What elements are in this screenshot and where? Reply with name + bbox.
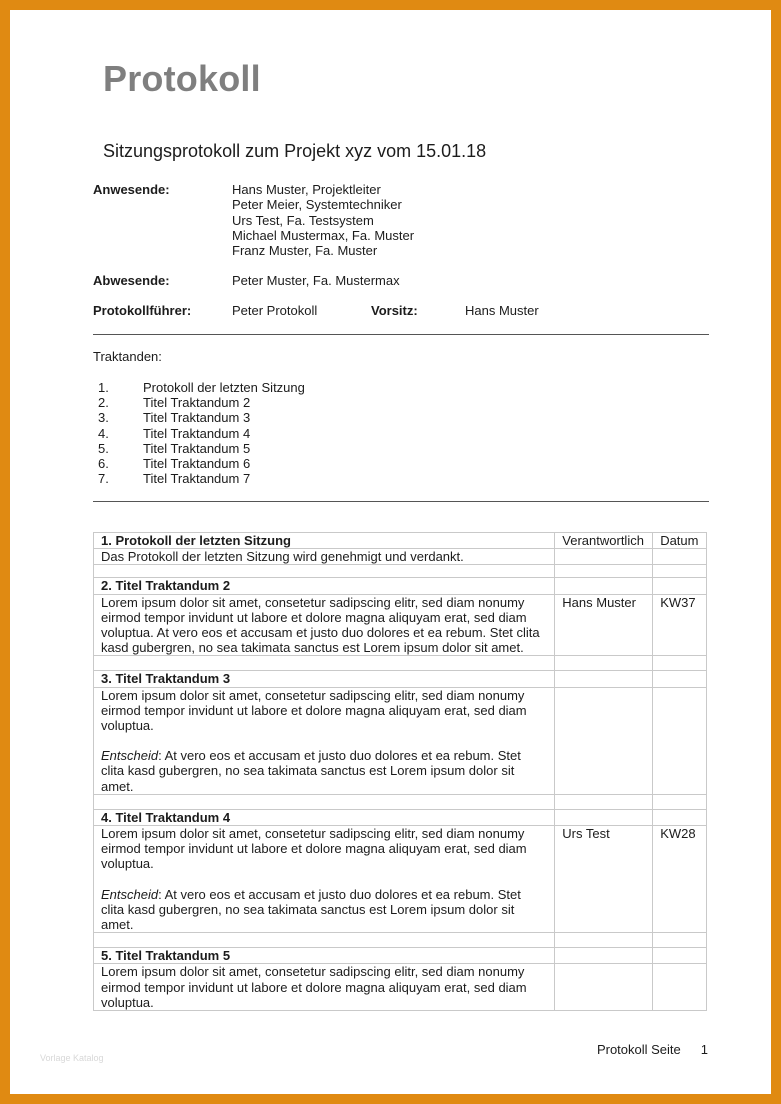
- agenda-item-number: 1.: [98, 380, 109, 395]
- agenda-item-number: 2.: [98, 395, 109, 411]
- page-subtitle: Sitzungsprotokoll zum Projekt xyz vom 15.01.18: [103, 141, 487, 161]
- table-cell: [653, 549, 707, 565]
- table-row: [94, 948, 707, 964]
- table-cell: [555, 565, 653, 578]
- decision-label: Entscheid: [101, 886, 159, 902]
- minutes-table: [93, 532, 707, 1011]
- page-title: Protokoll: [103, 58, 261, 99]
- table-row: [94, 933, 707, 948]
- table-cell: [653, 794, 707, 809]
- absentees-label: Abwesende:: [93, 273, 170, 288]
- agenda-item: [98, 426, 305, 441]
- footer-label: Protokoll Seite: [596, 1042, 681, 1057]
- agenda-item-number: 6.: [98, 456, 109, 472]
- agenda-item: [98, 456, 305, 471]
- agenda-item-number: 5.: [98, 440, 109, 456]
- table-row: [94, 533, 707, 549]
- attendee: Urs Test, Fa. Testsystem: [232, 212, 374, 228]
- attendees-list: [232, 182, 414, 258]
- section-text: Lorem ipsum dolor sit amet, consetetur sadipscing elitr, sed diam nonumy eirmod tempor invidunt ut labore et dolore magna aliquyam erat, sed diam voluptua.: [94, 964, 555, 1011]
- agenda-list: [98, 380, 305, 486]
- table-cell: [555, 656, 653, 671]
- agenda-item: [98, 410, 305, 425]
- section-heading: 1. Protokoll der letzten Sitzung: [94, 533, 555, 549]
- section-text: Lorem ipsum dolor sit amet, consetetur sadipscing elitr, sed diam nonumy eirmod tempor invidunt ut labore et dolore magna aliquyam erat, sed diam voluptua.: [101, 826, 527, 872]
- decision-body: : At vero eos et accusam et justo duo dolores et ea rebum. Stet clita kasd gubergren, no sea takimata sanctus est Lorem ipsum dolor sit amet.: [101, 748, 521, 794]
- absentees-value: Peter Muster, Fa. Mustermax: [232, 273, 400, 288]
- agenda-item-text: Protokoll der letzten Sitzung: [143, 380, 305, 395]
- table-cell: [555, 933, 653, 948]
- page-footer: [597, 1042, 708, 1057]
- table-cell: [555, 671, 653, 687]
- table-cell: [555, 948, 653, 964]
- table-row: [94, 565, 707, 578]
- agenda-item-number: 4.: [98, 425, 109, 441]
- attendee: Michael Mustermax, Fa. Muster: [232, 227, 415, 243]
- table-cell: [94, 933, 555, 948]
- section-heading: 3. Titel Traktandum 3: [94, 671, 555, 687]
- section-heading: 2. Titel Traktandum 2: [94, 578, 555, 594]
- table-cell: [555, 549, 653, 565]
- section-text: Lorem ipsum dolor sit amet, consetetur sadipscing elitr, sed diam nonumy eirmod tempor invidunt ut labore et dolore magna aliquyam erat, sed diam voluptua. At vero eos et accusam et justo duo dolores et ea rebum. Stet clita kasd gubergren, no sea takimata sanctus est Lorem ipsum dolor sit amet.: [94, 594, 555, 656]
- table-cell: [653, 948, 707, 964]
- table-row: [94, 826, 707, 933]
- divider: [93, 334, 709, 335]
- date-cell: KW28: [653, 826, 707, 933]
- agenda-item-text: Titel Traktandum 3: [143, 410, 251, 426]
- divider: [93, 501, 709, 502]
- table-row: [94, 671, 707, 687]
- table-cell: [653, 809, 707, 825]
- attendee: Hans Muster, Projektleiter: [232, 182, 381, 197]
- agenda-label: Traktanden:: [93, 349, 162, 364]
- table-row: [94, 687, 707, 794]
- table-cell: [555, 794, 653, 809]
- agenda-item-text: Titel Traktandum 6: [143, 456, 251, 472]
- section-body: [94, 687, 555, 794]
- agenda-item-number: 3.: [98, 410, 109, 426]
- attendee: Franz Muster, Fa. Muster: [232, 243, 378, 259]
- table-row: [94, 594, 707, 656]
- minute-taker-value: Peter Protokoll: [232, 303, 318, 318]
- table-row: [94, 964, 707, 1011]
- agenda-item-text: Titel Traktandum 5: [143, 440, 251, 456]
- responsible-cell: Urs Test: [555, 826, 653, 933]
- agenda-item-text: Titel Traktandum 7: [143, 471, 251, 487]
- table-cell: [653, 687, 707, 794]
- agenda-item-text: Titel Traktandum 4: [143, 425, 251, 441]
- section-body: [94, 826, 555, 933]
- section-heading: 5. Titel Traktandum 5: [94, 948, 555, 964]
- decision-text: [101, 748, 547, 794]
- page-number: 1: [700, 1042, 708, 1057]
- column-header-date: Datum: [653, 533, 707, 549]
- table-row: [94, 809, 707, 825]
- table-cell: [555, 687, 653, 794]
- agenda-item: [98, 471, 305, 486]
- table-row: [94, 656, 707, 671]
- table-cell: [653, 578, 707, 594]
- watermark: Vorlage Katalog: [40, 1053, 104, 1063]
- agenda-item: [98, 380, 305, 395]
- agenda-item-number: 7.: [98, 471, 109, 487]
- chair-value: Hans Muster: [465, 303, 539, 318]
- decision-text: [101, 887, 547, 933]
- table-cell: [653, 671, 707, 687]
- table-cell: [94, 656, 555, 671]
- decision-label: Entscheid: [101, 748, 159, 764]
- table-cell: [653, 933, 707, 948]
- column-header-responsible: Verantwortlich: [555, 533, 653, 549]
- table-cell: [94, 565, 555, 578]
- responsible-cell: Hans Muster: [555, 594, 653, 656]
- table-cell: [94, 794, 555, 809]
- date-cell: KW37: [653, 594, 707, 656]
- table-row: [94, 794, 707, 809]
- minute-taker-label: Protokollführer:: [93, 303, 192, 318]
- table-row: [94, 549, 707, 565]
- chair-label: Vorsitz:: [371, 303, 418, 318]
- section-heading: 4. Titel Traktandum 4: [94, 809, 555, 825]
- decision-body: : At vero eos et accusam et justo duo dolores et ea rebum. Stet clita kasd gubergren, no sea takimata sanctus est Lorem ipsum dolor sit amet.: [101, 886, 521, 933]
- table-row: [94, 578, 707, 594]
- table-cell: [555, 964, 653, 1011]
- table-cell: [555, 809, 653, 825]
- agenda-item-text: Titel Traktandum 2: [143, 395, 251, 411]
- table-cell: [653, 964, 707, 1011]
- section-text: Das Protokoll der letzten Sitzung wird genehmigt und verdankt.: [94, 549, 555, 565]
- table-cell: [653, 656, 707, 671]
- table-cell: [555, 578, 653, 594]
- attendees-label: Anwesende:: [93, 182, 170, 197]
- agenda-item: [98, 395, 305, 410]
- attendee: Peter Meier, Systemtechniker: [232, 197, 402, 213]
- table-cell: [653, 565, 707, 578]
- section-text: Lorem ipsum dolor sit amet, consetetur sadipscing elitr, sed diam nonumy eirmod tempor invidunt ut labore et dolore magna aliquyam erat, sed diam voluptua.: [101, 687, 527, 734]
- agenda-item: [98, 441, 305, 456]
